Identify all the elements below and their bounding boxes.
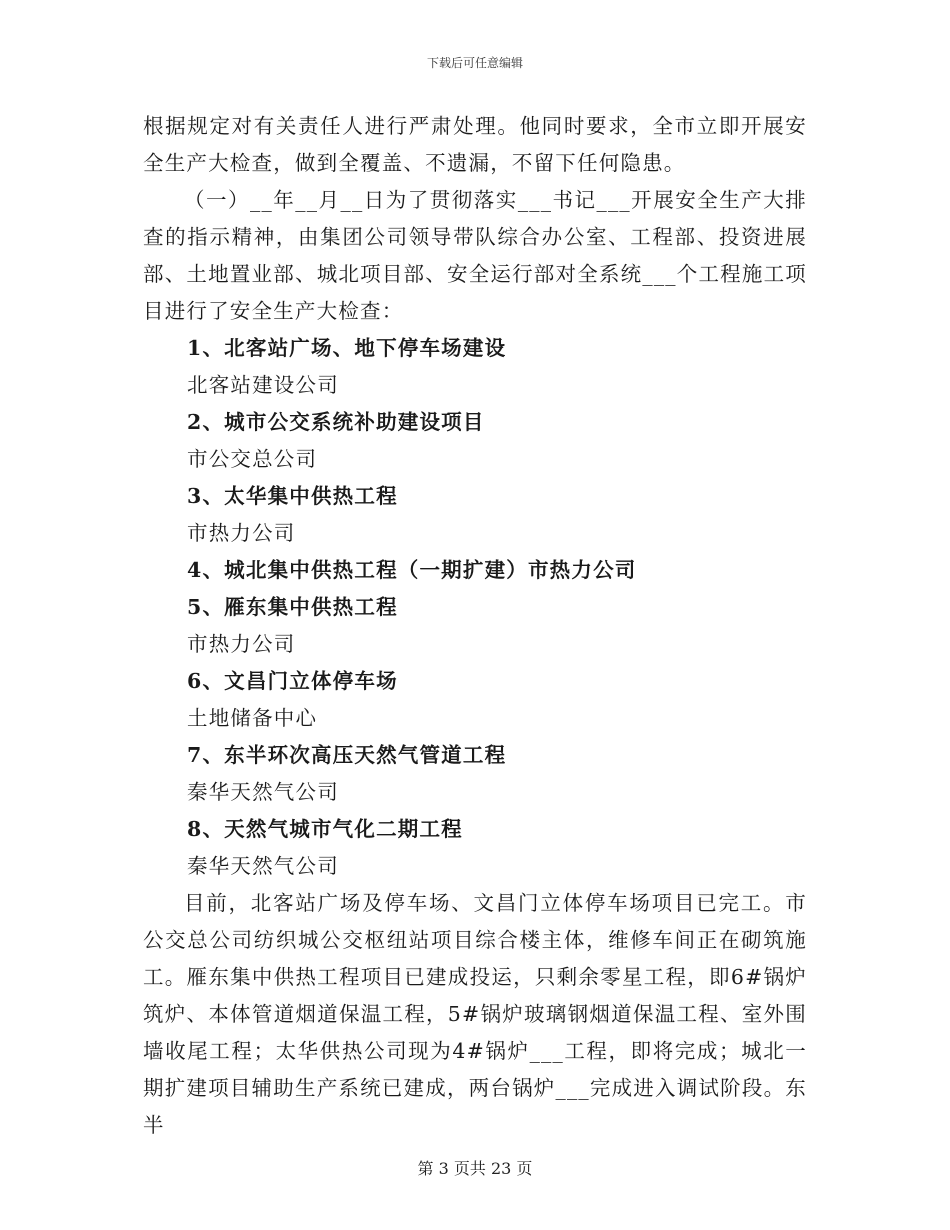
project-unit-6: 土地储备中心 (187, 706, 318, 730)
project-unit-2: 市公交总公司 (187, 447, 318, 471)
project-unit-7: 秦华天然气公司 (187, 780, 339, 804)
project-unit-5: 市热力公司 (187, 632, 296, 656)
project-unit-3: 市热力公司 (187, 521, 296, 545)
project-heading-4: 4、城北集中供热工程（一期扩建）市热力公司 (187, 558, 637, 582)
project-unit-1: 北客站建设公司 (187, 373, 339, 397)
project-heading-8: 8、天然气城市气化二期工程 (187, 817, 463, 841)
project-heading-1: 1、北客站广场、地下停车场建设 (187, 336, 507, 360)
project-heading-3: 3、太华集中供热工程 (187, 484, 398, 508)
project-heading-2: 2、城市公交系统补助建设项目 (187, 410, 485, 434)
paragraph-intro: 根据规定对有关责任人进行严肃处理。他同时要求，全市立即开展安全生产大检查，做到全覆盖、不遗漏，不留下任何隐患。 (143, 114, 807, 175)
page-header: 下载后可任意编辑 (426, 56, 523, 70)
paragraph-inspection: （一）__年__月__日为了贯彻落实___书记___开展安全生产大排查的指示精神，由集团公司领导带队综合办公室、工程部、投资进展部、土地置业部、城北项目部、安全运行部对全系统___个工程施工项目进行了安全生产大检查： (143, 188, 807, 323)
page-number: 第 3 页共 23 页 (417, 1159, 533, 1178)
project-unit-8: 秦华天然气公司 (187, 854, 339, 878)
paragraph-status: 目前，北客站广场及停车场、文昌门立体停车场项目已完工。市公交总公司纺织城公交枢纽站项目综合楼主体，维修车间正在砌筑施工。雁东集中供热工程项目已建成投运，只剩余零星工程，即6#锅炉筑炉、本体管道烟道保温工程，5#锅炉玻璃钢烟道保温工程、室外围墙收尾工程；太华供热公司现为4#锅炉___工程，即将完成；城北一期扩建项目辅助生产系统已建成，两台锅炉___完成进入调试阶段。东半 (143, 891, 807, 1137)
project-heading-6: 6、文昌门立体停车场 (187, 669, 398, 693)
document-body (143, 108, 807, 1144)
project-heading-7: 7、东半环次高压天然气管道工程 (187, 743, 507, 767)
project-heading-5: 5、雁东集中供热工程 (187, 595, 398, 619)
